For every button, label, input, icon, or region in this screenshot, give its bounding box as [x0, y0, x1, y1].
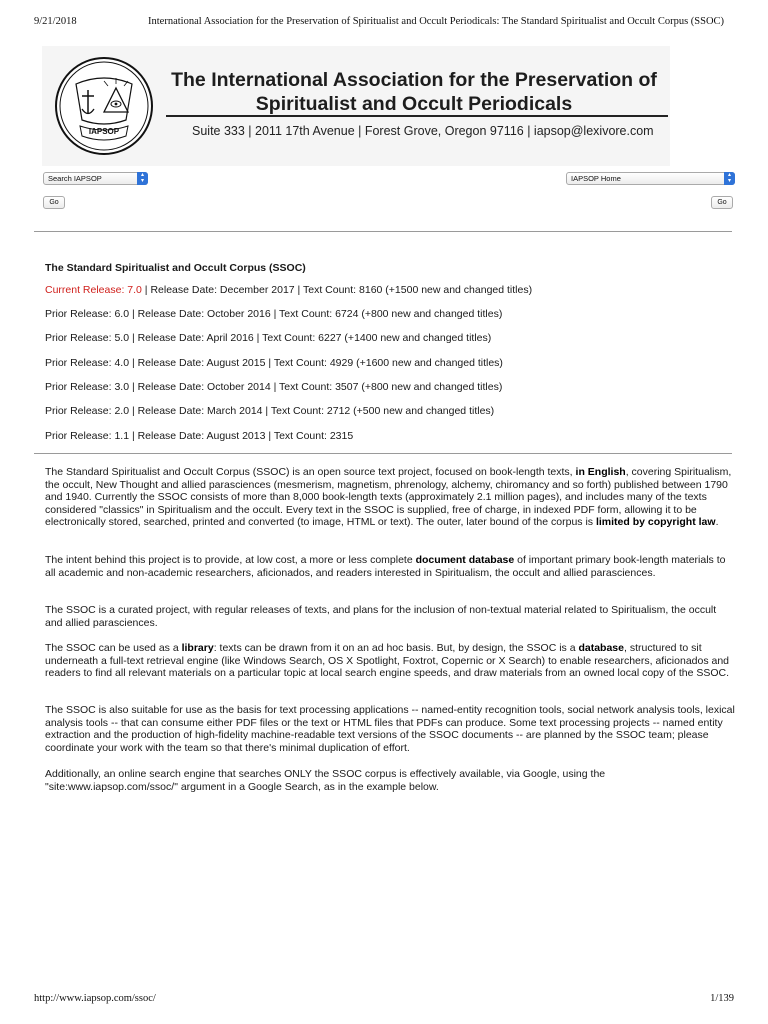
paragraph-intent — [45, 554, 735, 579]
print-footer — [34, 993, 734, 1007]
iapsop-seal-icon — [54, 54, 154, 158]
text: , covering Spiritualism, the occult, New Thought and allied parasciences (mesmerism, magnetism, phrenology, alchemy, chiromancy and so forth) published between 1790 and 1940. Currently the SSOC consists of more than 8,000 book-length texts (approximately 2.1 million pages), and includes many of the texts considered "classics" in Spiritualism and the occult. Every text in the SSOC is supplied, free of charge, in indexed PDF form, allowing it to be electronically stored, searched, printed and converted (to image, HTML or text). The outer, later bound of the corpus is — [45, 466, 732, 528]
iapsop-logo[interactable] — [54, 54, 154, 158]
select-arrows-icon: ▴ ▾ — [137, 172, 148, 185]
text: of important primary book-length materials to all academic and non-academic researchers, aficionados, and readers interested in Spiritualism, the occult and allied parasciences. — [45, 554, 726, 579]
page-title: The Standard Spiritualist and Occult Corpus (SSOC) — [45, 262, 306, 274]
current-release — [45, 284, 532, 296]
paragraph-intro — [45, 466, 735, 529]
site-title-line1: The International Association for the Preservation of — [171, 69, 657, 91]
search-iapsop-select[interactable] — [43, 172, 148, 185]
divider — [34, 453, 732, 454]
database-link[interactable]: database — [578, 642, 624, 654]
paragraph-search-engine: Additionally, an online search engine that searches ONLY the SSOC corpus is effectively available, via Google, using the "site:www.iapsop.com/ssoc/" argument in a Google Search, as in the example below. — [45, 768, 606, 793]
prior-release-3: Prior Release: 3.0 | Release Date: October 2014 | Text Count: 3507 (+800 new and changed titles) — [45, 381, 503, 393]
copyright-law-link[interactable]: limited by copyright law — [595, 516, 716, 528]
divider — [34, 231, 732, 232]
home-go-button[interactable]: Go — [711, 196, 733, 209]
prior-release-1: Prior Release: 1.1 | Release Date: August 2013 | Text Count: 2315 — [45, 430, 354, 442]
prior-release-4: Prior Release: 4.0 | Release Date: August 2015 | Text Count: 4929 (+1600 new and changed titles) — [45, 357, 503, 369]
paragraph-text-processing: The SSOC is also suitable for use as the basis for text processing applications -- named-entity recognition tools, social network analysis tools, lexical analysis tools -- that can consume either PDF files or the text or HTML files that PDFs can produce. Some text processing projects -- named entity extraction and the production of high-fidelity machine-readable text versions of the SSOC documents -- are planned by the SSOC team; please coordinate your work with the team so that there's minimal duplication of effort. — [45, 704, 735, 754]
site-banner — [42, 46, 670, 166]
text: . — [715, 516, 719, 528]
site-title-line2: Spiritualist and Occult Periodicals — [255, 93, 573, 115]
print-title: International Association for the Preservation of Spiritualist and Occult Periodicals: The Standard Spiritualist and Occult Corpus (SSOC) — [148, 16, 725, 27]
current-release-details: | Release Date: December 2017 | Text Count: 8160 (+1500 new and changed titles) — [141, 284, 533, 296]
text: The SSOC can be used as a — [45, 642, 182, 654]
print-url: http://www.iapsop.com/ssoc/ — [34, 993, 156, 1004]
select-arrows-icon: ▴ ▾ — [724, 172, 735, 185]
in-english-emphasis: in English — [575, 466, 626, 478]
site-title — [164, 68, 664, 116]
paragraph-curated: The SSOC is a curated project, with regular releases of texts, and plans for the inclusion of non-textual material related to Spiritualism, the occult and allied parasciences. — [45, 604, 717, 629]
current-release-label[interactable]: Current Release: 7.0 — [45, 284, 142, 296]
document-database-link[interactable]: document database — [415, 554, 515, 566]
site-address: Suite 333 | 2011 17th Avenue | Forest Grove, Oregon 97116 | iapsop@lexivore.com — [192, 124, 654, 138]
print-header — [34, 16, 734, 30]
text: The Standard Spiritualist and Occult Corpus (SSOC) is an open source text project, focused on book-length texts, — [45, 466, 576, 478]
prior-release-2: Prior Release: 2.0 | Release Date: March 2014 | Text Count: 2712 (+500 new and changed titles) — [45, 405, 495, 417]
prior-release-5: Prior Release: 5.0 | Release Date: April 2016 | Text Count: 6227 (+1400 new and changed titles) — [45, 332, 492, 344]
library-link[interactable]: library — [181, 642, 214, 654]
print-date: 9/21/2018 — [34, 16, 77, 27]
prior-release-6: Prior Release: 6.0 | Release Date: October 2016 | Text Count: 6724 (+800 new and changed titles) — [45, 308, 503, 320]
search-iapsop-select-value: Search IAPSOP — [48, 174, 102, 183]
print-page-number: 1/139 — [710, 993, 734, 1004]
search-go-button[interactable]: Go — [43, 196, 65, 209]
iapsop-home-select[interactable] — [566, 172, 735, 185]
text: The intent behind this project is to provide, at low cost, a more or less complete — [45, 554, 416, 566]
text: , structured to sit underneath a full-text retrieval engine (like Windows Search, OS X Spotlight, Foxtrot, Copernic or X Search) to enable researchers, aficionados and readers to find all relevant materials on a particular topic at local search engine speeds, and draw materials from an owned local copy of the SSOC. — [45, 642, 730, 679]
title-underline — [166, 115, 668, 117]
paragraph-library — [45, 642, 735, 680]
text: : texts can be drawn from it on an ad hoc basis. But, by design, the SSOC is a — [213, 642, 579, 654]
iapsop-home-select-value: IAPSOP Home — [571, 174, 621, 183]
logo-text: IAPSOP — [88, 127, 120, 136]
